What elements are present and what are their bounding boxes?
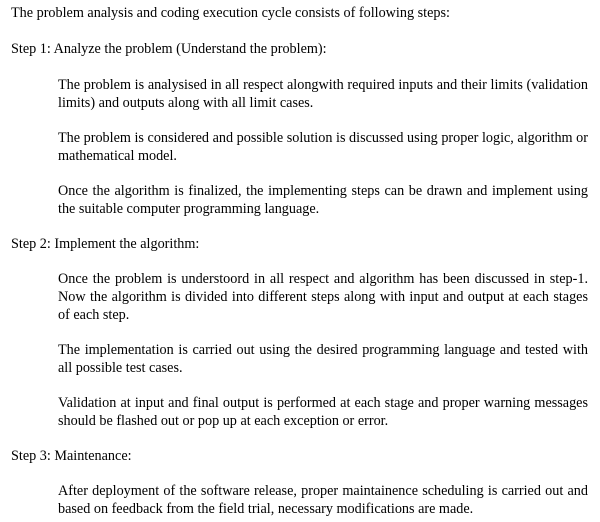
- step-2-paragraph-1: Once the problem is understoord in all respect and algorithm has been discussed in step-1. Now the algorithm is divided into different steps along with input and output at each stages of each step.: [58, 271, 588, 323]
- step-1-title: Step 1: Analyze the problem (Understand the problem):: [11, 41, 327, 57]
- step-1-paragraph-3: Once the algorithm is finalized, the implementing steps can be drawn and implement using the suitable computer programming language.: [58, 183, 588, 217]
- step-1-paragraph-1: The problem is analysised in all respect alongwith required inputs and their limits (validation limits) and outputs along with all limit cases.: [58, 77, 588, 111]
- step-1-paragraph-2: The problem is considered and possible solution is discussed using proper logic, algorithm or mathematical model.: [58, 130, 588, 164]
- document-body: [11, 0, 596, 518]
- step-2-paragraph-3: Validation at input and final output is performed at each stage and proper warning messages should be flashed out or pop up at each exception or error.: [58, 395, 588, 429]
- step-3-paragraph-1: After deployment of the software release, proper maintainence scheduling is carried out and based on feedback from the field trial, necessary modifications are made.: [58, 483, 588, 517]
- step-2-title: Step 2: Implement the algorithm:: [11, 236, 200, 252]
- intro-text: The problem analysis and coding execution cycle consists of following steps:: [11, 5, 450, 21]
- step-3-title: Step 3: Maintenance:: [11, 448, 132, 464]
- step-2-paragraph-2: The implementation is carried out using the desired programming language and tested with all possible test cases.: [58, 342, 588, 376]
